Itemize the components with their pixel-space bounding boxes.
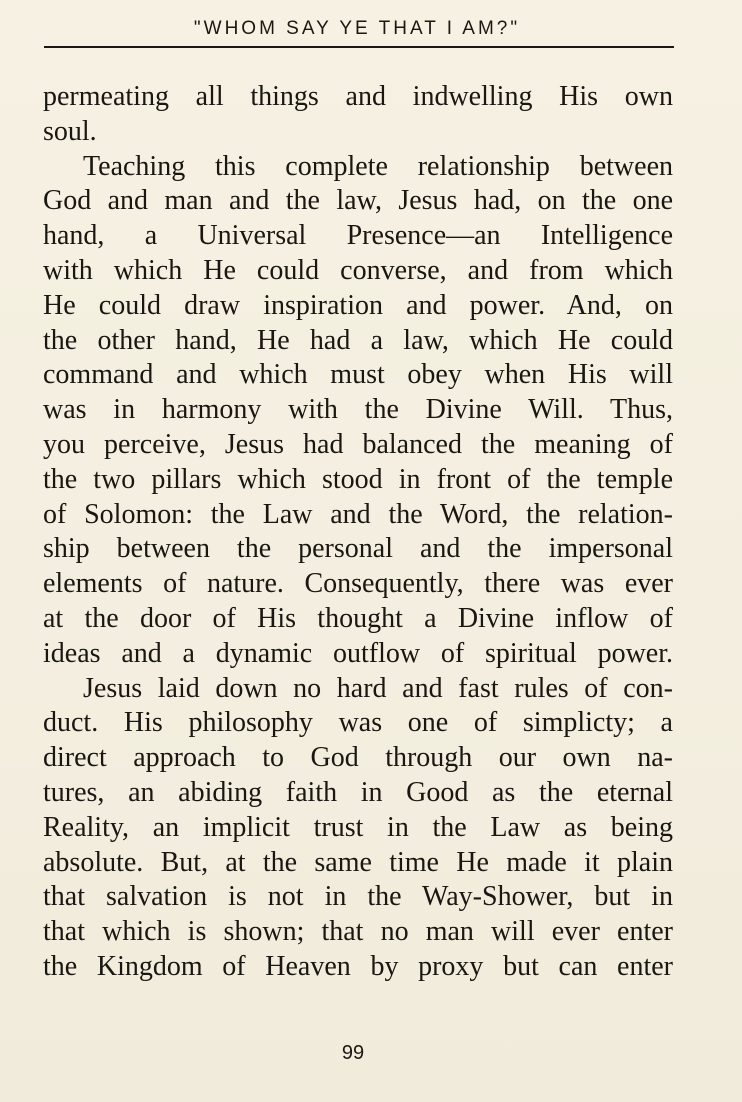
text-line: hand, a Universal Presence—an Intelligence bbox=[43, 220, 673, 252]
text-line: tures, an abiding faith in Good as the eternal bbox=[43, 776, 673, 808]
text-line: soul. bbox=[43, 115, 97, 147]
running-head: "WHOM SAY YE THAT I AM?" bbox=[193, 18, 521, 39]
text-line: you perceive, Jesus had balanced the meaning of bbox=[43, 428, 673, 460]
text-line: ship between the personal and the impersonal bbox=[43, 533, 673, 565]
page-body bbox=[43, 80, 673, 985]
text-line: that which is shown; that no man will ever enter bbox=[43, 916, 673, 948]
text-line: Jesus laid down no hard and fast rules of con- bbox=[83, 672, 673, 704]
text-line: the other hand, He had a law, which He could bbox=[43, 324, 673, 356]
header-rule bbox=[44, 46, 674, 48]
text-line: duct. His philosophy was one of simplicty; a bbox=[43, 707, 673, 739]
text-line: with which He could converse, and from which bbox=[43, 254, 673, 286]
text-line: Reality, an implicit trust in the Law as being bbox=[43, 811, 673, 843]
text-line: the Kingdom of Heaven by proxy but can enter bbox=[43, 950, 673, 982]
text-line: was in harmony with the Divine Will. Thus, bbox=[43, 394, 673, 426]
text-line: elements of nature. Consequently, there was ever bbox=[43, 568, 673, 600]
text-line: the two pillars which stood in front of the temple bbox=[43, 463, 673, 495]
text-line: God and man and the law, Jesus had, on the one bbox=[43, 185, 673, 217]
text-line: command and which must obey when His will bbox=[43, 359, 673, 391]
text-line: ideas and a dynamic outflow of spiritual power. bbox=[43, 637, 673, 669]
text-line: direct approach to God through our own na- bbox=[43, 742, 673, 774]
text-line: absolute. But, at the same time He made it plain bbox=[43, 846, 673, 878]
text-line: Teaching this complete relationship between bbox=[83, 150, 673, 182]
text-line: at the door of His thought a Divine inflow of bbox=[43, 602, 673, 634]
text-line: that salvation is not in the Way-Shower, but in bbox=[43, 881, 673, 913]
text-line: He could draw inspiration and power. And, on bbox=[43, 289, 673, 321]
text-line: permeating all things and indwelling His own bbox=[43, 81, 673, 112]
text-line: of Solomon: the Law and the Word, the relation- bbox=[43, 498, 673, 530]
page-number: 99 bbox=[341, 1042, 365, 1064]
